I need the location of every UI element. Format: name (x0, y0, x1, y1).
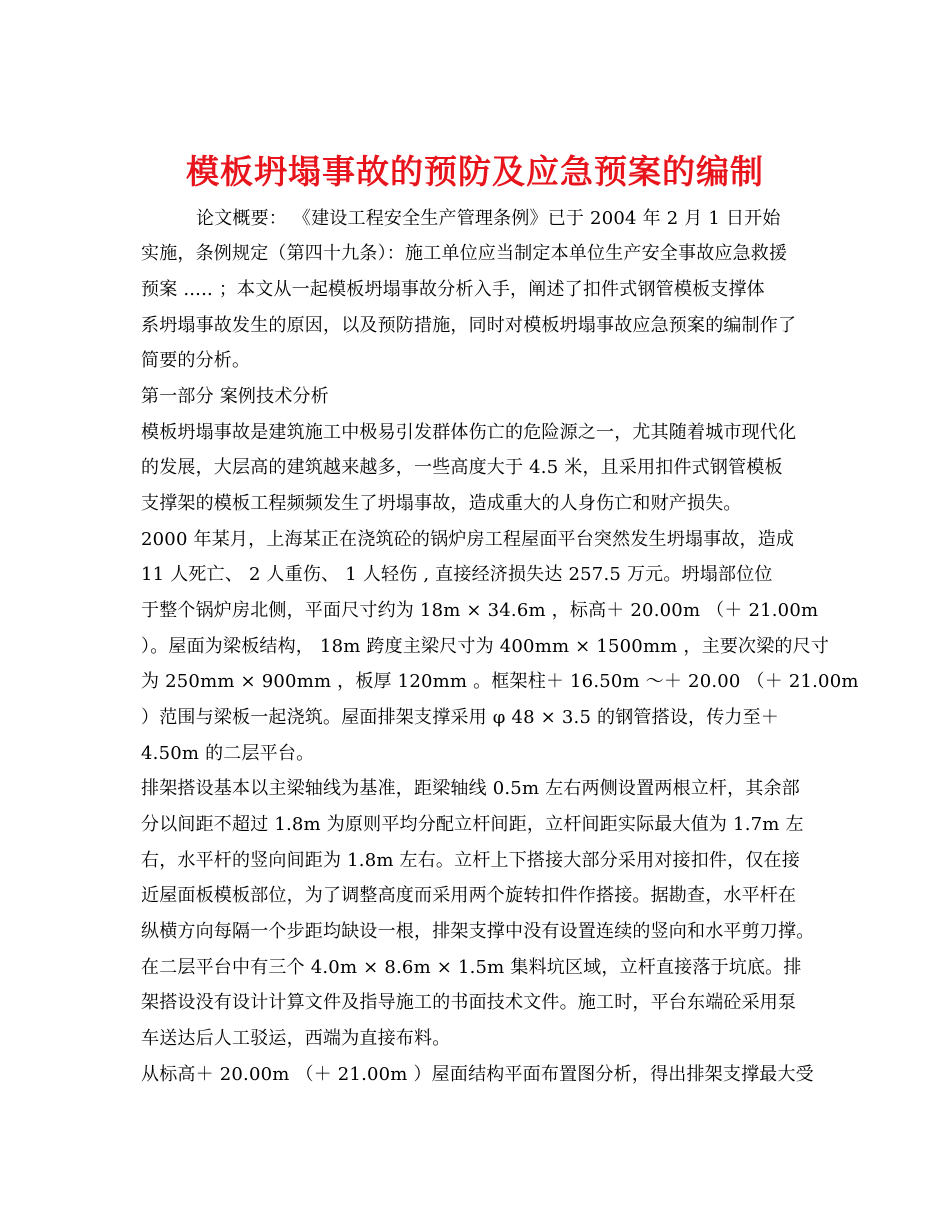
abstract-line-3: 预案 ..... ；本文从一起模板坍塌事故分析入手，阐述了扣件式钢管模板支撑体 (141, 279, 765, 300)
abstract-line-1: 论文概要： 《建设工程安全生产管理条例》已于 2004 年 2 月 1 日开始 (196, 208, 781, 229)
paragraph-line: 车送达后人工驳运，西端为直接布料。 (141, 1028, 451, 1049)
section-heading: 第一部分 案例技术分析 (141, 386, 329, 407)
abstract-line-5: 简要的分析。 (141, 350, 251, 371)
paragraph-line: 4.50m 的二层平台。 (141, 743, 315, 764)
paragraph-line: 分以间距不超过 1.8m 为原则平均分配立杆间距，立杆间距实际最大值为 1.7m 左 (141, 814, 804, 835)
paragraph-line: 在二层平台中有三个 4.0m × 8.6m × 1.5m 集料坑区域，立杆直接落于坑底。排 (141, 957, 802, 978)
paragraph-line: 右，水平杆的竖向间距为 1.8m 左右。立杆上下搭接大部分采用对接扣件，仅在接 (141, 850, 800, 871)
paragraph-line: 11 人死亡、 2 人重伤、 1 人轻伤 , 直接经济损失达 257.5 万元。坍塌部位位 (141, 564, 773, 585)
paragraph-line: 架搭设没有设计计算文件及指导施工的书面技术文件。施工时，平台东端砼采用泵 (141, 992, 797, 1013)
paragraph-line: ）。屋面为梁板结构， 18m 跨度主梁尺寸为 400mm × 1500mm ，主要次梁的尺寸 (141, 636, 830, 657)
paragraph-line: 的发展，大层高的建筑越来越多，一些高度大于 4.5 米，且采用扣件式钢管模板 (141, 457, 783, 478)
paragraph-line: 纵横方向每隔一个步距均缺设一根，排架支撑中没有设置连续的竖向和水平剪刀撑。 (141, 921, 815, 942)
paragraph-line: 支撑架的模板工程频频发生了坍塌事故，造成重大的人身伤亡和财产损失。 (141, 493, 742, 514)
paragraph-line: 2000 年某月，上海某正在浇筑砼的锅炉房工程屋面平台突然发生坍塌事故，造成 (141, 529, 795, 550)
paragraph-line: 为 250mm × 900mm ，板厚 120mm 。框架柱＋ 16.50m ～＋ 20.00 （＋ 21.00m (141, 671, 859, 692)
document-title: 模板坍塌事故的预防及应急预案的编制 (186, 152, 764, 192)
abstract-line-2: 实施，条例规定（第四十九条）：施工单位应当制定本单位生产安全事故应急救援 (141, 243, 788, 264)
paragraph-line: ）范围与梁板一起浇筑。屋面排架支撑采用 φ 48 × 3.5 的钢管搭设，传力至＋ (141, 707, 780, 728)
paragraph-line: 近屋面板模板部位，为了调整高度而采用两个旋转扣件作搭接。据勘查，水平杆在 (141, 885, 797, 906)
paragraph-line: 模板坍塌事故是建筑施工中极易引发群体伤亡的危险源之一，尤其随着城市现代化 (141, 422, 797, 443)
abstract-line-4: 系坍塌事故发生的原因，以及预防措施，同时对模板坍塌事故应急预案的编制作了 (141, 315, 797, 336)
paragraph-line: 排架搭设基本以主梁轴线为基准，距梁轴线 0.5m 左右两侧设置两根立杆，其余部 (141, 778, 800, 799)
paragraph-line: 于整个锅炉房北侧，平面尺寸约为 18m × 34.6m ，标高＋ 20.00m （＋ 21.00m (141, 600, 819, 621)
paragraph-line: 从标高＋ 20.00m （＋ 21.00m ）屋面结构平面布置图分析，得出排架支撑最大受 (141, 1064, 814, 1085)
